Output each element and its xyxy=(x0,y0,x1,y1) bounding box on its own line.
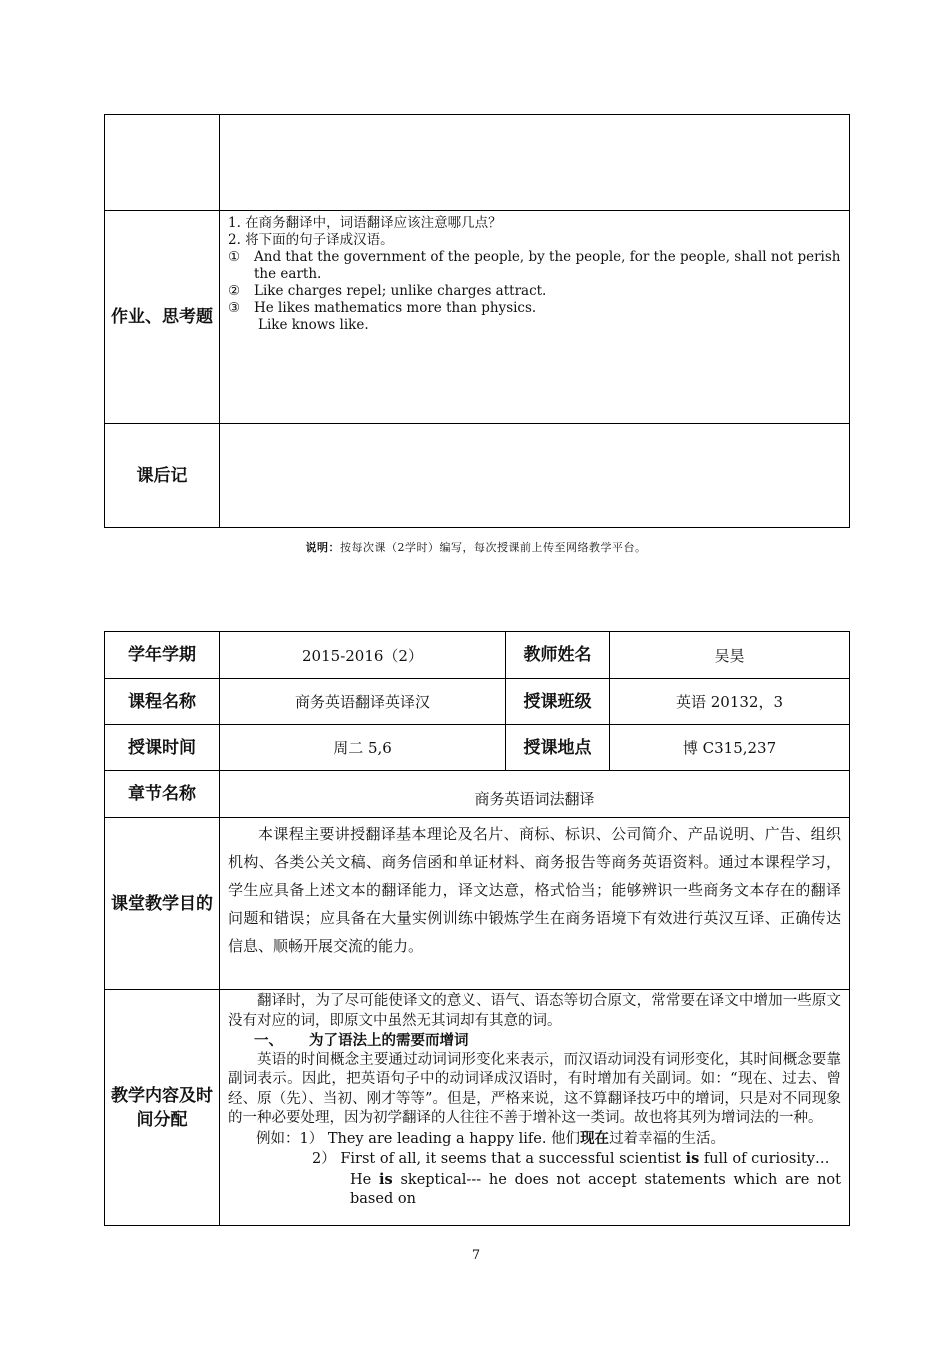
homework-question-2: 2. 将下面的句子译成汉语。 xyxy=(228,232,394,248)
teaching-content xyxy=(220,990,850,1226)
instruction-note xyxy=(0,539,952,555)
empty-label-cell xyxy=(105,115,220,211)
example-1: 例如：1） They are leading a happy life. 他们现在过着幸福的生活。 xyxy=(256,1129,726,1147)
teaching-goal-label: 课堂教学目的 xyxy=(105,818,220,990)
class-value: 英语 20132，3 xyxy=(610,679,850,725)
homework-sentence-4: Like knows like. xyxy=(258,317,369,333)
lesson-plan-table-continued xyxy=(104,114,850,528)
after-class-notes-label: 课后记 xyxy=(105,424,220,528)
course-value: 商务英语翻译英译汉 xyxy=(220,679,506,725)
lesson-info-table xyxy=(104,631,850,1226)
content-heading-1: 一、 为了语法上的需要而增词 xyxy=(254,1032,469,1049)
chapter-label: 章节名称 xyxy=(105,771,220,818)
place-label: 授课地点 xyxy=(506,725,610,771)
teaching-goal-content: 本课程主要讲授翻译基本理论及名片、商标、标识、公司简介、产品说明、广告、组织机构、各类公关文稿、商务信函和单证材料、商务报告等商务英语资料。通过本课程学习，学生应具备上述文本的翻译能力，译文达意，格式恰当；能够辨识一些商务文本存在的翻译问题和错误；应具备在大量实例训练中锻炼学生在商务语境下有效进行英汉互译、正确传达信息、顺畅开展交流的能力。 xyxy=(220,818,850,990)
teaching-content-label: 教学内容及时间分配 xyxy=(105,990,220,1226)
time-label: 授课时间 xyxy=(105,725,220,771)
example-2-continued: He is skeptical--- he does not accept statements which are not based on xyxy=(350,1170,841,1207)
page-number: 7 xyxy=(471,1248,481,1263)
place-value: 博 C315,237 xyxy=(610,725,850,771)
time-value: 周二 5,6 xyxy=(220,725,506,771)
example-2: 2） First of all, it seems that a successful scientist is full of curiosity… xyxy=(312,1150,830,1167)
instruction-note-bold: 说明： xyxy=(305,541,340,554)
after-class-notes-content xyxy=(220,424,850,528)
term-value: 2015-2016（2） xyxy=(220,632,506,679)
homework-sentence-2: ② Like charges repel; unlike charges attract. xyxy=(228,283,547,299)
teacher-value: 吴昊 xyxy=(610,632,850,679)
empty-content-cell xyxy=(220,115,850,211)
instruction-note-text: 按每次课（2学时）编写，每次授课前上传至网络教学平台。 xyxy=(340,541,647,554)
chapter-value: 商务英语词法翻译 xyxy=(220,771,850,818)
homework-content xyxy=(220,211,850,424)
class-label: 授课班级 xyxy=(506,679,610,725)
content-paragraph-1: 翻译时，为了尽可能使译文的意义、语气、语态等切合原文，常常要在译文中增加一些原文没有对应的词，即原文中虽然无其词却有其意的词。 xyxy=(228,993,841,1029)
homework-question-1: 1. 在商务翻译中，词语翻译应该注意哪几点？ xyxy=(228,215,502,231)
content-paragraph-2: 英语的时间概念主要通过动词词形变化来表示，而汉语动词没有词形变化，其时间概念要靠副词表示。因此，把英语句子中的动词译成汉语时，有时增加有关副词。如：“现在、过去、曾经、原（先）、当初、刚才等等”。但是，严格来说，这不算翻译技巧中的增词，只是对不同现象的一种必要处理，因为初学翻译的人往往不善于增补这一类词。故也将其列为增词法的一种。 xyxy=(228,1051,841,1126)
teacher-label: 教师姓名 xyxy=(506,632,610,679)
homework-label: 作业、思考题 xyxy=(105,211,220,424)
course-label: 课程名称 xyxy=(105,679,220,725)
term-label: 学年学期 xyxy=(105,632,220,679)
homework-sentence-1: ① And that the government of the people, by the people, for the people, shall not perish the earth. xyxy=(228,249,841,282)
homework-sentence-3: ③ He likes mathematics more than physics. xyxy=(228,300,537,316)
